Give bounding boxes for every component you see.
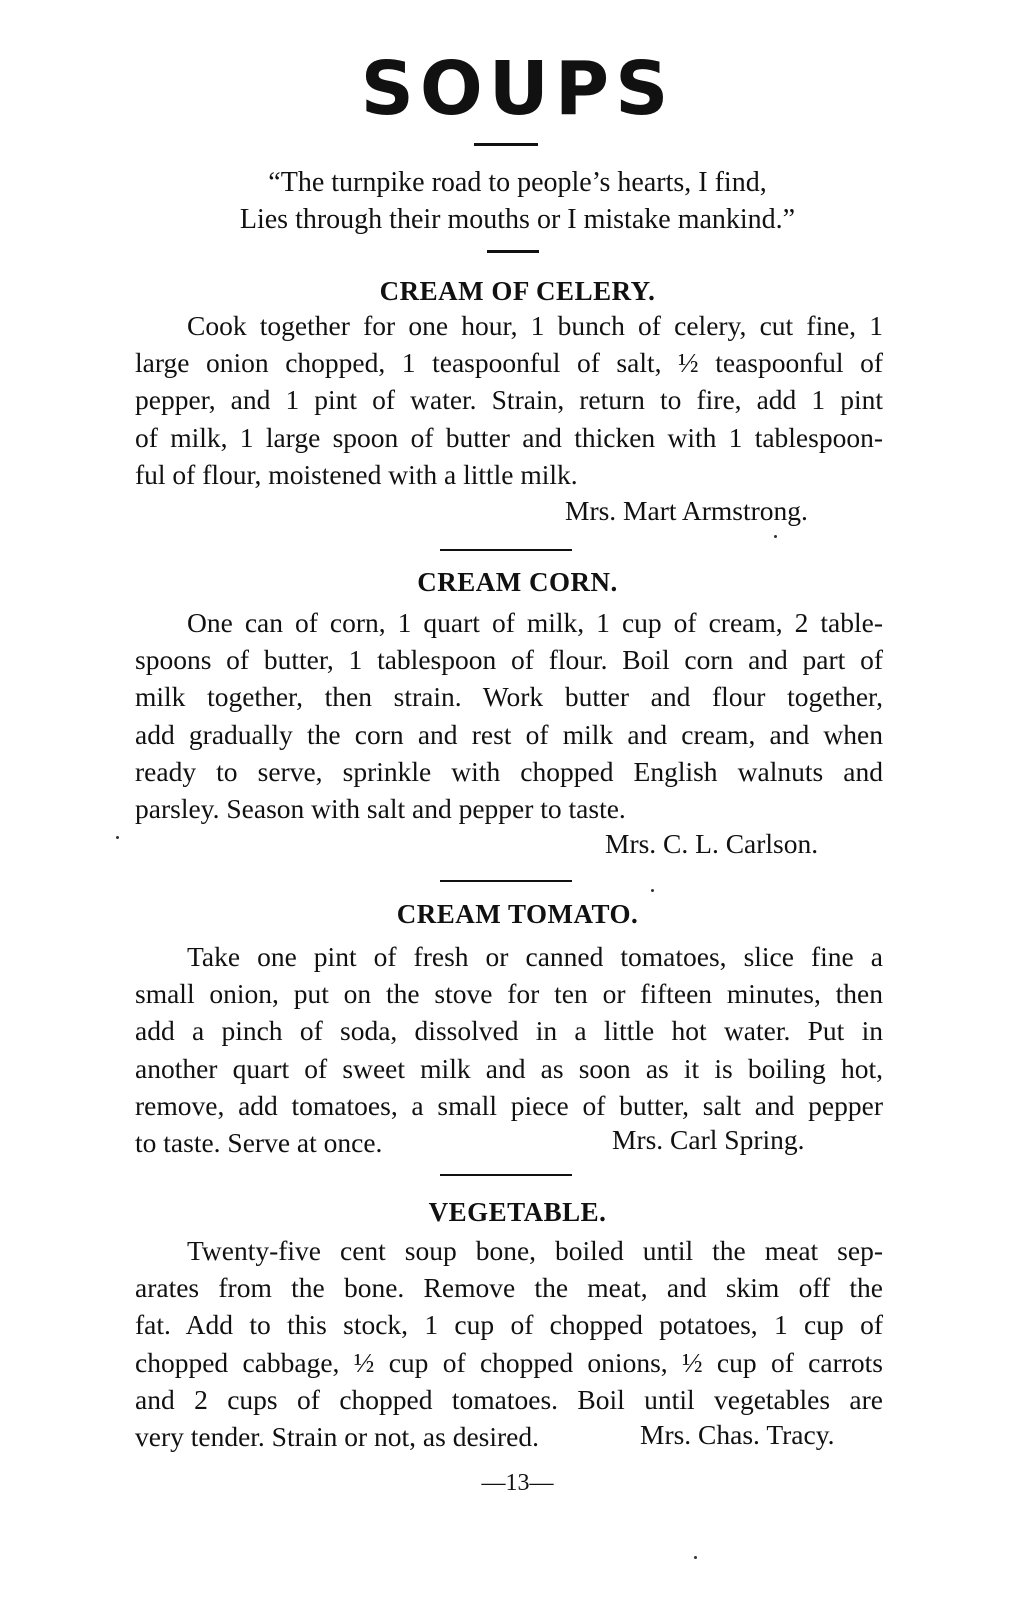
section-divider <box>440 549 572 551</box>
recipe-line: milk together, then strain. Work butter and flour together, <box>135 681 883 713</box>
recipe-line: ready to serve, sprinkle with chopped English walnuts and <box>135 755 883 787</box>
recipe-author-armstrong: Mrs. Mart Armstrong. <box>565 495 808 526</box>
recipe-body-cream-of-celery <box>135 307 883 493</box>
recipe-line: ful of flour, moistened with a little milk. <box>135 458 578 490</box>
recipe-line: remove, add tomatoes, a small piece of butter, salt and pepper <box>135 1089 883 1121</box>
section-divider <box>440 880 572 882</box>
recipe-heading-cream-of-celery: CREAM OF CELERY. <box>379 276 656 306</box>
recipe-line: Cook together for one hour, 1 bunch of celery, cut fine, 1 <box>187 310 883 341</box>
print-speck <box>116 836 119 839</box>
recipe-line: One can of corn, 1 quart of milk, 1 cup of cream, 2 table- <box>187 607 883 638</box>
recipe-line: spoons of butter, 1 tablespoon of flour. Boil corn and part of <box>135 644 883 676</box>
page-title: SOUPS <box>360 46 675 132</box>
recipe-body-cream-corn <box>135 604 883 827</box>
recipe-line: of milk, 1 large spoon of butter and thicken with 1 tablespoon- <box>135 421 883 453</box>
recipe-author-spring: Mrs. Carl Spring. <box>612 1124 805 1155</box>
recipe-line: pepper, and 1 pint of water. Strain, return to fire, add 1 pint <box>135 384 883 416</box>
recipe-author-carlson: Mrs. C. L. Carlson. <box>605 828 819 859</box>
recipe-line: parsley. Season with salt and pepper to taste. <box>135 793 626 825</box>
page-number: —13— <box>481 1470 554 1496</box>
print-speck <box>774 535 777 538</box>
epigraph-line-1: “The turnpike road to people’s hearts, I find, <box>268 167 767 198</box>
recipe-line: add a pinch of soda, dissolved in a little hot water. Put in <box>135 1015 883 1047</box>
epigraph-divider <box>487 250 539 253</box>
print-speck <box>694 1556 697 1559</box>
recipe-heading-vegetable: VEGETABLE. <box>428 1197 607 1227</box>
recipe-line: another quart of sweet milk and as soon as it is boiling hot, <box>135 1052 883 1084</box>
recipe-line: large onion chopped, 1 teaspoonful of salt, ½ teaspoonful of <box>135 347 883 379</box>
print-speck <box>651 889 654 892</box>
recipe-heading-cream-corn: CREAM CORN. <box>417 567 618 597</box>
recipe-line: to taste. Serve at once. <box>135 1127 383 1159</box>
recipe-line: and 2 cups of chopped tomatoes. Boil until vegetables are <box>135 1383 883 1415</box>
recipe-line: Take one pint of fresh or canned tomatoes, slice fine a <box>187 941 883 972</box>
recipe-line: add gradually the corn and rest of milk and cream, and when <box>135 718 883 750</box>
epigraph-line-2: Lies through their mouths or I mistake mankind.” <box>239 204 796 235</box>
title-underline <box>474 143 538 146</box>
recipe-line: very tender. Strain or not, as desired. <box>135 1421 539 1453</box>
recipe-author-tracy: Mrs. Chas. Tracy. <box>640 1419 835 1450</box>
recipe-line: chopped cabbage, ½ cup of chopped onions, ½ cup of carrots <box>135 1346 883 1378</box>
recipe-line: small onion, put on the stove for ten or fifteen minutes, then <box>135 978 883 1010</box>
recipe-line: arates from the bone. Remove the meat, and skim off the <box>135 1272 883 1304</box>
section-divider <box>440 1174 572 1176</box>
recipe-heading-cream-tomato: CREAM TOMATO. <box>396 899 639 929</box>
recipe-line: Twenty-five cent soup bone, boiled until the meat sep- <box>187 1235 883 1266</box>
recipe-line: fat. Add to this stock, 1 cup of chopped potatoes, 1 cup of <box>135 1309 883 1341</box>
